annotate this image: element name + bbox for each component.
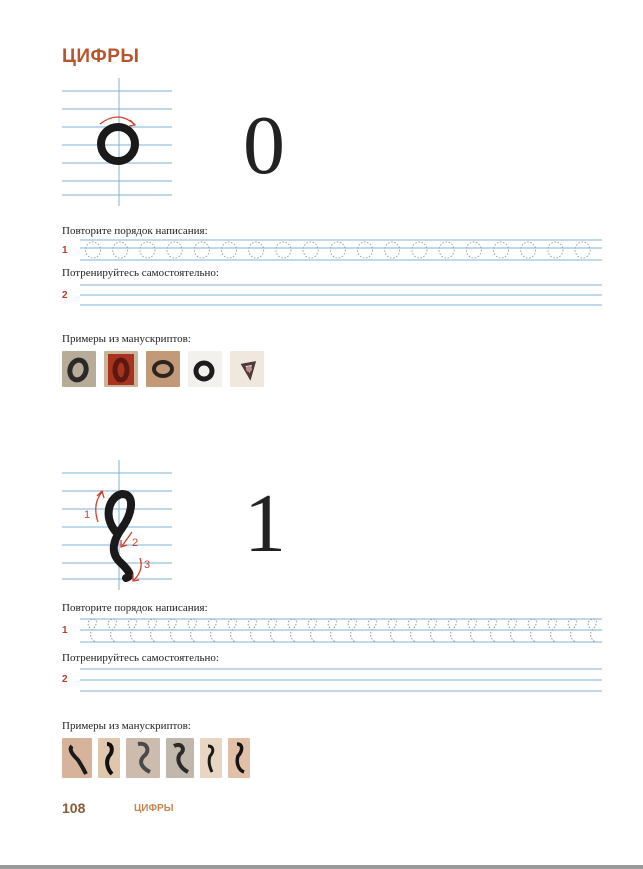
stroke-demo-zero (62, 78, 174, 206)
trace-guide-zero (194, 242, 209, 258)
stroke-order-3: 3 (144, 559, 151, 571)
big-digit-one: 1 (244, 477, 286, 570)
practice-label: Потренируйтесь самостоятельно: (62, 267, 219, 279)
row-number-2: 2 (62, 290, 68, 301)
trace-guide-zero (575, 242, 590, 258)
trace-row-one (80, 616, 604, 646)
trace-guide-zero (330, 242, 345, 258)
manuscript-sample-image (62, 351, 96, 387)
trace-guide-zero (167, 242, 182, 258)
trace-guide-zero (358, 242, 373, 258)
trace-guide-zero (466, 242, 481, 258)
footer-section-title: ЦИФРЫ (134, 803, 174, 814)
trace-guide-zero (521, 242, 536, 258)
trace-row-zero (80, 237, 604, 263)
practice-label: Потренируйтесь самостоятельно: (62, 652, 219, 664)
examples-label: Примеры из манускриптов: (62, 720, 191, 732)
big-digit-zero: 0 (243, 99, 285, 192)
practice-row-one (80, 666, 604, 694)
trace-guide-zero (412, 242, 427, 258)
row-number-2: 2 (62, 674, 68, 685)
manuscript-sample-image (188, 351, 222, 387)
stroke-order-1: 1 (84, 509, 91, 521)
manuscript-sample-image (146, 351, 180, 387)
manuscript-sample-image (62, 738, 92, 778)
practice-row-zero (80, 282, 604, 308)
trace-guide-zero (140, 242, 155, 258)
manuscript-sample-image (200, 738, 222, 778)
trace-guide-zero (222, 242, 237, 258)
trace-guide-zero (548, 242, 563, 258)
trace-guide-zero (276, 242, 291, 258)
trace-guide-zero (249, 242, 264, 258)
trace-guide-zero (385, 242, 400, 258)
manuscript-sample-image (166, 738, 194, 778)
trace-guide-zero (303, 242, 318, 258)
examples-label: Примеры из манускриптов: (62, 333, 191, 345)
stroke-order-2: 2 (132, 537, 139, 549)
manuscript-examples-one (62, 738, 250, 778)
page-title: ЦИФРЫ (62, 46, 140, 67)
repeat-label: Повторите порядок написания: (62, 602, 208, 614)
row-number-1: 1 (62, 245, 68, 256)
trace-guide-zero (113, 242, 128, 258)
manuscript-examples-zero (62, 351, 264, 387)
trace-guide-zero (494, 242, 509, 258)
repeat-label: Повторите порядок написания: (62, 225, 208, 237)
manuscript-sample-image (230, 351, 264, 387)
manuscript-sample-image (228, 738, 250, 778)
trace-guide-zero (86, 242, 101, 258)
manuscript-sample-image (98, 738, 120, 778)
row-number-1: 1 (62, 625, 68, 636)
stroke-demo-one (62, 460, 174, 590)
page-number: 108 (62, 800, 86, 816)
page-footer (62, 800, 174, 818)
bottom-border (0, 865, 643, 869)
manuscript-sample-image (104, 351, 138, 387)
manuscript-sample-image (126, 738, 160, 778)
trace-guide-zero (439, 242, 454, 258)
